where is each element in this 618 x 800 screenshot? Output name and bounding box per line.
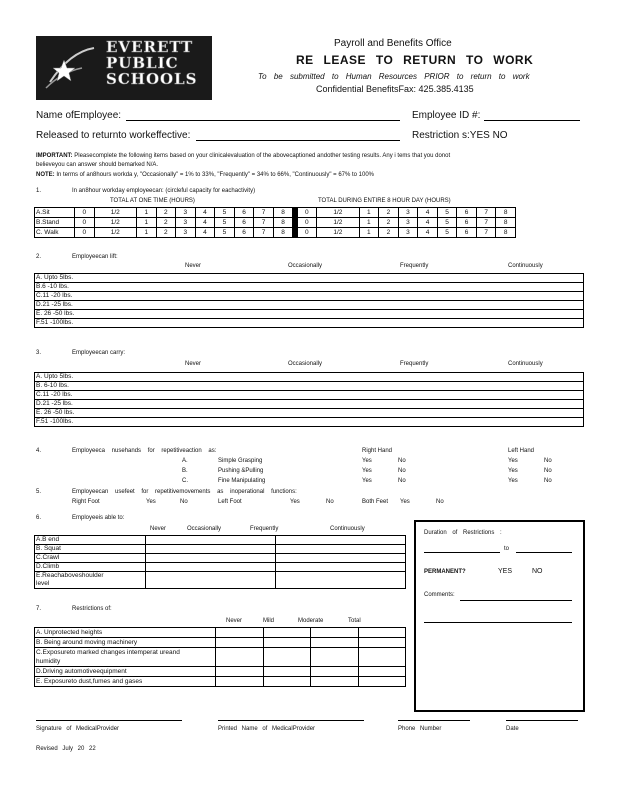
hours-option[interactable]: 6 <box>457 218 477 228</box>
hours-option[interactable]: 0 <box>297 208 317 218</box>
weight-row <box>35 418 584 427</box>
grasp-letter: B. <box>182 468 188 474</box>
left-hand-no[interactable]: No <box>544 468 552 474</box>
restriction-cell[interactable] <box>358 677 406 687</box>
hours-option[interactable]: 3 <box>176 218 196 228</box>
hours-option[interactable]: 6 <box>457 208 477 218</box>
hours-option[interactable]: 4 <box>418 228 438 238</box>
section-5-number: 5. <box>36 489 42 495</box>
duration-to-field[interactable] <box>516 552 572 553</box>
weight-label: F.51 -100lbs. <box>35 418 584 427</box>
col-header-occasionally: Occasionally <box>288 263 323 269</box>
right-hand-no[interactable]: No <box>398 468 406 474</box>
hours-option[interactable]: 6 <box>234 228 254 238</box>
restriction-cell[interactable] <box>311 638 359 648</box>
permanent-no[interactable]: NO <box>532 568 543 575</box>
weight-label: D.21 -25 lbs. <box>35 400 584 409</box>
weight-row <box>35 400 584 409</box>
hours-option[interactable]: 4 <box>418 208 438 218</box>
restriction-label: C.Exposureto marked changes intemperat ureand <box>35 648 216 658</box>
ability-cell[interactable] <box>146 563 276 572</box>
both-feet-no[interactable]: No <box>436 499 444 505</box>
ability-cell[interactable] <box>276 545 406 554</box>
s6-header-occasionally: Occasionally <box>187 526 222 532</box>
employee-name-label: Name ofEmployee: <box>36 110 122 121</box>
both-feet-label: Both Feet <box>362 499 389 505</box>
restriction-cell[interactable] <box>311 657 359 667</box>
restriction-cell[interactable] <box>358 648 406 658</box>
ability-label: B. Squat <box>35 545 146 554</box>
right-hand-yes[interactable]: Yes <box>362 468 372 474</box>
ability-row <box>35 536 406 545</box>
hours-option[interactable]: 7 <box>254 218 274 228</box>
section-1-left-header: TOTAL AT ONE TIME (HOURS) <box>110 198 195 204</box>
hours-option[interactable]: 2 <box>156 228 176 238</box>
restriction-label: E. Exposureto dust,fumes and gases <box>35 677 216 687</box>
note-label: NOTE: <box>36 172 55 178</box>
activity-label: C. Walk <box>35 228 75 238</box>
weight-label: A. Upto 5lbs. <box>35 274 584 283</box>
section-1-right-header: TOTAL DURING ENTIRE 8 HOUR DAY (HOURS) <box>318 198 451 204</box>
s7-header-mild: Mild <box>263 618 275 624</box>
ability-label: A.B end <box>35 536 146 545</box>
note-text: In terms of an8hours workda y, "Occasionally" = 1% to 33%, "Frequently" = 34% to 66%, "Continuously" = 67% to 100% <box>56 172 375 178</box>
comments-line[interactable] <box>424 622 572 623</box>
grasp-letter: C. <box>182 478 188 484</box>
section-2-number: 2. <box>36 254 42 260</box>
col-header-frequently: Frequently <box>400 361 429 367</box>
hours-option[interactable]: 6 <box>457 228 477 238</box>
important-text: Pleasecomplete the following items based on your clinicalevaluation of the abovecaptioned andother testing results. Any i tems that you donot <box>74 153 451 159</box>
department-name: Payroll and Benefits Office <box>334 38 452 49</box>
hours-option[interactable]: 7 <box>254 208 274 218</box>
restriction-cell[interactable] <box>263 657 311 667</box>
left-foot-yes[interactable]: Yes <box>290 499 300 505</box>
grasp-label: Fine Manipulating <box>218 478 266 484</box>
right-hand-yes[interactable]: Yes <box>362 478 372 484</box>
section-7-table <box>34 627 406 687</box>
section-7-title: Restrictions of: <box>72 606 112 612</box>
date-label: Date <box>506 726 519 732</box>
left-hand-no[interactable]: No <box>544 458 552 464</box>
phone-label: Phone Number <box>398 726 442 732</box>
restrictions-label: Restriction s:YES NO <box>412 130 508 141</box>
hours-option[interactable]: 0 <box>297 218 317 228</box>
star-swoosh-icon <box>42 42 98 94</box>
weight-row <box>35 319 584 328</box>
hours-option[interactable]: 4 <box>418 218 438 228</box>
printed-name-line[interactable] <box>218 720 364 721</box>
hours-option[interactable]: 0 <box>75 228 95 238</box>
hours-option[interactable]: 1 <box>137 228 157 238</box>
phone-line[interactable] <box>398 720 470 721</box>
section-3-title: Employeecan carry: <box>72 350 126 356</box>
restriction-cell[interactable] <box>216 628 264 638</box>
hours-option[interactable]: 4 <box>195 228 215 238</box>
hours-option[interactable]: 2 <box>156 218 176 228</box>
s6-header-continuously: Continuously <box>330 526 365 532</box>
restriction-cell[interactable] <box>263 628 311 638</box>
section-4-number: 4. <box>36 448 42 454</box>
section-1-intro: In an8hour workday employeecan: (circleful capacity for eachactivity) <box>72 188 256 194</box>
hours-option[interactable]: 1 <box>137 208 157 218</box>
section-5-title: Employeecan usefeet for repetitivemovements as inoperational functions: <box>72 489 297 495</box>
col-header-occasionally: Occasionally <box>288 361 323 367</box>
comments-line[interactable] <box>460 600 572 601</box>
ability-row <box>35 554 406 563</box>
col-header-never: Never <box>185 361 202 367</box>
hours-option[interactable]: 4 <box>195 218 215 228</box>
employee-id-field[interactable] <box>484 120 580 121</box>
important-text-2: believeyou can answer should bemarked N/A. <box>36 162 159 168</box>
activity-label: B.Stand <box>35 218 75 228</box>
restriction-label: D.Driving automotiveequipment <box>35 667 216 677</box>
ability-cell[interactable] <box>276 572 406 581</box>
hours-option[interactable]: 8 <box>496 228 516 238</box>
restriction-cell[interactable] <box>358 657 406 667</box>
section-4-title: Employeeca nusehands for repetitiveaction as: <box>72 448 217 454</box>
hours-option[interactable]: 3 <box>176 228 196 238</box>
weight-row <box>35 373 584 382</box>
left-hand-yes[interactable]: Yes <box>508 458 518 464</box>
district-logo <box>36 36 212 100</box>
restriction-cell[interactable] <box>216 638 264 648</box>
section-2-title: Employeecan lift: <box>72 254 118 260</box>
col-header-continuously: Continuously <box>508 263 543 269</box>
hours-option[interactable]: 5 <box>215 218 235 228</box>
restriction-cell[interactable] <box>263 677 311 687</box>
hours-option[interactable]: 8 <box>273 218 293 228</box>
restriction-cell[interactable] <box>216 667 264 677</box>
signature-line[interactable] <box>36 720 182 721</box>
restriction-cell[interactable] <box>216 657 264 667</box>
weight-label: B.6 -10 lbs. <box>35 283 584 292</box>
weight-row <box>35 382 584 391</box>
restriction-cell[interactable] <box>263 667 311 677</box>
right-hand-header: Right Hand <box>362 448 393 454</box>
section-6-number: 6. <box>36 515 42 521</box>
ability-row <box>35 572 406 581</box>
grasp-letter: A. <box>182 458 188 464</box>
form-title: RE LEASE TO RETURN TO WORK <box>296 53 534 67</box>
left-hand-no[interactable]: No <box>544 478 552 484</box>
signature-label: Signature of MedicalProvider <box>36 726 120 732</box>
hours-option[interactable]: 5 <box>437 208 457 218</box>
section-7-number: 7. <box>36 606 42 612</box>
right-foot-no[interactable]: No <box>180 499 188 505</box>
weight-row <box>35 409 584 418</box>
hours-option[interactable]: 3 <box>176 208 196 218</box>
weight-row <box>35 292 584 301</box>
s7-header-moderate: Moderate <box>298 618 324 624</box>
weight-label: A. Upto 5lbs. <box>35 373 584 382</box>
section-1-number: 1. <box>36 188 42 194</box>
important-note <box>36 153 596 159</box>
hours-option[interactable]: 4 <box>195 208 215 218</box>
ability-label: level <box>35 580 146 589</box>
section-1-grid <box>34 207 516 238</box>
employee-id-label: Employee ID #: <box>412 110 481 121</box>
date-line[interactable] <box>506 720 578 721</box>
section-2-table <box>34 273 584 328</box>
hours-option[interactable]: 0 <box>75 218 95 228</box>
right-hand-no[interactable]: No <box>398 478 406 484</box>
hours-option[interactable]: 1/2 <box>317 208 359 218</box>
restriction-label: A. Unprotected heights <box>35 628 216 638</box>
duration-title: Duration of Restrictions : <box>424 530 502 536</box>
restriction-cell[interactable] <box>358 667 406 677</box>
section-6-title: Employeeis able to: <box>72 515 125 521</box>
weight-label: E. 26 -50 lbs. <box>35 409 584 418</box>
ability-row <box>35 563 406 572</box>
s7-header-never: Never <box>226 618 243 624</box>
ability-cell[interactable] <box>146 536 276 545</box>
ability-label: D.Climb <box>35 563 146 572</box>
restriction-cell[interactable] <box>311 677 359 687</box>
restriction-row <box>35 657 406 667</box>
hours-option[interactable]: 7 <box>476 228 496 238</box>
hours-option[interactable]: 2 <box>379 218 399 228</box>
restriction-cell[interactable] <box>358 628 406 638</box>
comments-label: Comments: <box>424 592 455 598</box>
hours-option[interactable]: 7 <box>476 218 496 228</box>
hours-option[interactable]: 8 <box>496 218 516 228</box>
s6-header-never: Never <box>150 526 167 532</box>
left-foot-no[interactable]: No <box>326 499 334 505</box>
section-1-row <box>35 218 516 228</box>
released-date-field[interactable] <box>196 140 400 141</box>
hours-option[interactable]: 0 <box>75 208 95 218</box>
hours-option[interactable]: 5 <box>215 228 235 238</box>
logo-text-line: EVERETT <box>106 38 194 56</box>
hours-option[interactable]: 0 <box>297 228 317 238</box>
weight-row <box>35 310 584 319</box>
col-header-continuously: Continuously <box>508 361 543 367</box>
right-foot-yes[interactable]: Yes <box>146 499 156 505</box>
duration-from-field[interactable] <box>424 552 500 553</box>
hours-option[interactable]: 8 <box>273 208 293 218</box>
hours-option[interactable]: 7 <box>254 228 274 238</box>
section-3-number: 3. <box>36 350 42 356</box>
left-hand-yes[interactable]: Yes <box>508 478 518 484</box>
ability-cell[interactable] <box>276 536 406 545</box>
permanent-label: PERMANENT? <box>424 569 466 575</box>
released-label: Released to returnto workeffective: <box>36 130 191 141</box>
employee-name-field[interactable] <box>126 120 400 121</box>
hours-option[interactable]: 3 <box>398 218 418 228</box>
hours-option[interactable]: 2 <box>379 208 399 218</box>
important-label: IMPORTANT: <box>36 153 73 159</box>
hours-option[interactable]: 1/2 <box>317 218 359 228</box>
weight-label: B. 6-10 lbs. <box>35 382 584 391</box>
hours-option[interactable]: 1/2 <box>317 228 359 238</box>
hours-option[interactable]: 2 <box>156 208 176 218</box>
col-header-never: Never <box>185 263 202 269</box>
col-header-frequently: Frequently <box>400 263 429 269</box>
left-hand-header: Left Hand <box>508 448 535 454</box>
section-3-table <box>34 372 584 427</box>
section-1-row <box>35 228 516 238</box>
duration-box <box>414 520 585 712</box>
logo-text-line: PUBLIC <box>106 54 179 72</box>
restriction-row <box>35 628 406 638</box>
hours-option[interactable]: 5 <box>437 218 457 228</box>
right-foot-label: Right Foot <box>72 499 100 505</box>
weight-row <box>35 274 584 283</box>
restriction-cell[interactable] <box>216 677 264 687</box>
restriction-label: B. Being around moving machinery <box>35 638 216 648</box>
fax-line: Confidential BenefitsFax: 425.385.4135 <box>316 84 474 94</box>
hours-option[interactable]: 1/2 <box>94 208 136 218</box>
hours-option[interactable]: 3 <box>398 228 418 238</box>
weight-row <box>35 283 584 292</box>
hours-option[interactable]: 1 <box>359 218 379 228</box>
restriction-cell[interactable] <box>311 628 359 638</box>
grasp-label: Pushing &Pulling <box>218 468 264 474</box>
ability-cell[interactable] <box>276 554 406 563</box>
hours-option[interactable]: 1 <box>137 218 157 228</box>
ability-cell[interactable] <box>146 545 276 554</box>
ability-cell[interactable] <box>146 554 276 563</box>
hours-option[interactable]: 8 <box>496 208 516 218</box>
ability-label: C.Crawl <box>35 554 146 563</box>
ability-row <box>35 580 406 589</box>
hours-option[interactable]: 1/2 <box>94 218 136 228</box>
activity-label: A.Sit <box>35 208 75 218</box>
restriction-cell[interactable] <box>263 638 311 648</box>
weight-label: E. 26 -50 lbs. <box>35 310 584 319</box>
weight-row <box>35 301 584 310</box>
restriction-cell[interactable] <box>216 648 264 658</box>
ability-row <box>35 545 406 554</box>
restriction-label: humidity <box>35 657 216 667</box>
left-foot-label: Left Foot <box>218 499 242 505</box>
weight-label: C.11 -20 lbs. <box>35 292 584 301</box>
permanent-yes[interactable]: YES <box>498 568 513 575</box>
s6-header-frequently: Frequently <box>250 526 279 532</box>
hours-option[interactable]: 6 <box>234 218 254 228</box>
hours-option[interactable]: 6 <box>234 208 254 218</box>
left-hand-yes[interactable]: Yes <box>508 468 518 474</box>
restriction-cell[interactable] <box>311 648 359 658</box>
restriction-row <box>35 638 406 648</box>
ability-cell[interactable] <box>276 563 406 572</box>
hours-option[interactable]: 8 <box>273 228 293 238</box>
right-hand-no[interactable]: No <box>398 458 406 464</box>
duration-to-label: to <box>504 546 510 552</box>
restriction-row <box>35 677 406 687</box>
form-subtitle: To be submitted to Human Resources PRIOR to return to work <box>258 72 530 81</box>
weight-label: F.51 -100lbs. <box>35 319 584 328</box>
hours-option[interactable]: 5 <box>215 208 235 218</box>
weight-row <box>35 391 584 400</box>
hours-option[interactable]: 1/2 <box>94 228 136 238</box>
both-feet-yes[interactable]: Yes <box>400 499 410 505</box>
restriction-row <box>35 667 406 677</box>
weight-label: C.11 -20 lbs. <box>35 391 584 400</box>
section-1-row <box>35 208 516 218</box>
hours-option[interactable]: 1 <box>359 228 379 238</box>
restriction-cell[interactable] <box>358 638 406 648</box>
hours-option[interactable]: 5 <box>437 228 457 238</box>
ability-cell[interactable] <box>146 580 276 589</box>
restriction-row <box>35 648 406 658</box>
right-hand-yes[interactable]: Yes <box>362 458 372 464</box>
hours-option[interactable]: 3 <box>398 208 418 218</box>
hours-option[interactable]: 7 <box>476 208 496 218</box>
restriction-cell[interactable] <box>263 648 311 658</box>
weight-label: D.21 -25 lbs. <box>35 301 584 310</box>
section-6-table <box>34 535 406 589</box>
hours-option[interactable]: 1 <box>359 208 379 218</box>
note-line <box>36 172 374 178</box>
revised-date: Revised July 20 22 <box>36 746 96 752</box>
printed-name-label: Printed Name of MedicalProvider <box>218 726 316 732</box>
ability-label: E.Reachaboveshoulder <box>35 572 146 581</box>
logo-text-line: SCHOOLS <box>106 70 198 88</box>
grasp-label: Simple Grasping <box>218 458 263 464</box>
ability-cell[interactable] <box>146 572 276 581</box>
s7-header-total: Total <box>348 618 361 624</box>
ability-cell[interactable] <box>276 580 406 589</box>
hours-option[interactable]: 2 <box>379 228 399 238</box>
restriction-cell[interactable] <box>311 667 359 677</box>
